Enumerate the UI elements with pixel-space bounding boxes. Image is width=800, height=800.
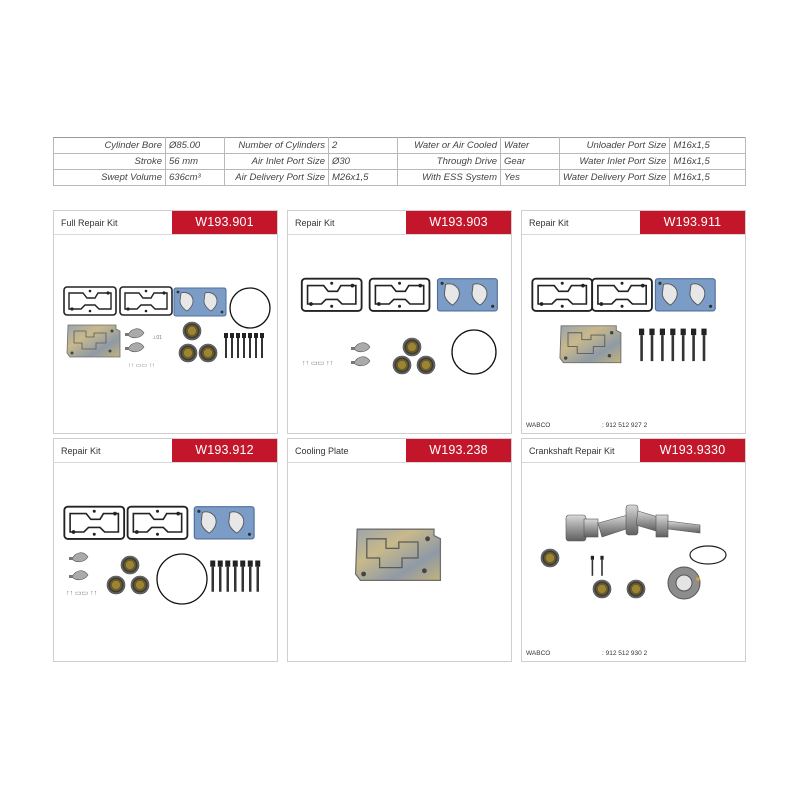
product-image xyxy=(522,235,747,433)
card-title: Full Repair Kit xyxy=(61,218,118,228)
product-card-repair-kit-903[interactable] xyxy=(287,210,512,434)
part-number: : 912 512 927 2 xyxy=(602,422,648,429)
product-image xyxy=(54,463,279,661)
spec-value: M16x1,5 xyxy=(670,138,746,154)
spec-label: Air Delivery Port Size xyxy=(225,170,329,186)
product-code-badge[interactable]: W193.912 xyxy=(172,439,277,462)
svg-text:↑↑ ▭▭ ↑↑: ↑↑ ▭▭ ↑↑ xyxy=(128,363,155,369)
spec-label: Stroke xyxy=(54,154,166,170)
spec-label: Through Drive xyxy=(398,154,501,170)
spec-label: Number of Cylinders xyxy=(225,138,329,154)
spec-value: Ø85.00 xyxy=(166,138,225,154)
card-title: Repair Kit xyxy=(61,446,101,456)
product-image xyxy=(522,463,747,661)
product-card-repair-kit-911[interactable] xyxy=(521,210,746,434)
spec-table xyxy=(53,137,746,186)
product-card-full-repair-kit[interactable] xyxy=(53,210,278,434)
spec-label: Swept Volume xyxy=(54,170,166,186)
brand-label: WABCO xyxy=(526,422,551,429)
spec-row xyxy=(54,170,746,186)
spec-value: Ø30 xyxy=(329,154,398,170)
product-code-badge[interactable]: W193.9330 xyxy=(640,439,745,462)
part-number: : 912 512 930 2 xyxy=(602,650,648,657)
spec-label: Air Inlet Port Size xyxy=(225,154,329,170)
product-code-badge[interactable]: W193.238 xyxy=(406,439,511,462)
product-code-badge[interactable]: W193.901 xyxy=(172,211,277,234)
spec-value: 636cm³ xyxy=(166,170,225,186)
product-code-badge[interactable]: W193.911 xyxy=(640,211,745,234)
spec-value: 56 mm xyxy=(166,154,225,170)
card-title: Crankshaft Repair Kit xyxy=(529,446,615,456)
spec-label: Water Delivery Port Size xyxy=(560,170,670,186)
spec-label: Cylinder Bore xyxy=(54,138,166,154)
svg-text:⊥01: ⊥01 xyxy=(152,335,162,341)
spec-value: Gear xyxy=(501,154,560,170)
spec-label: Unloader Port Size xyxy=(560,138,670,154)
spec-row xyxy=(54,154,746,170)
spec-value: M16x1,5 xyxy=(670,170,746,186)
card-title: Cooling Plate xyxy=(295,446,349,456)
product-card-repair-kit-912[interactable] xyxy=(53,438,278,662)
spec-value: M16x1,5 xyxy=(670,154,746,170)
product-image xyxy=(288,463,513,661)
product-code-badge[interactable]: W193.903 xyxy=(406,211,511,234)
spec-value: 2 xyxy=(329,138,398,154)
spec-row xyxy=(54,138,746,154)
card-title: Repair Kit xyxy=(295,218,335,228)
svg-text:↑↑ ▭▭ ↑↑: ↑↑ ▭▭ ↑↑ xyxy=(66,590,98,597)
product-image xyxy=(288,235,513,433)
spec-value: Yes xyxy=(501,170,560,186)
spec-value: M26x1,5 xyxy=(329,170,398,186)
product-card-crankshaft-repair-kit[interactable] xyxy=(521,438,746,662)
spec-label: Water Inlet Port Size xyxy=(560,154,670,170)
spec-label: Water or Air Cooled xyxy=(398,138,501,154)
brand-label: WABCO xyxy=(526,650,551,657)
spec-value: Water xyxy=(501,138,560,154)
card-title: Repair Kit xyxy=(529,218,569,228)
spec-label: With ESS System xyxy=(398,170,501,186)
svg-text:↑↑ ▭▭ ↑↑: ↑↑ ▭▭ ↑↑ xyxy=(302,360,334,367)
product-card-cooling-plate[interactable] xyxy=(287,438,512,662)
product-image xyxy=(54,235,279,433)
